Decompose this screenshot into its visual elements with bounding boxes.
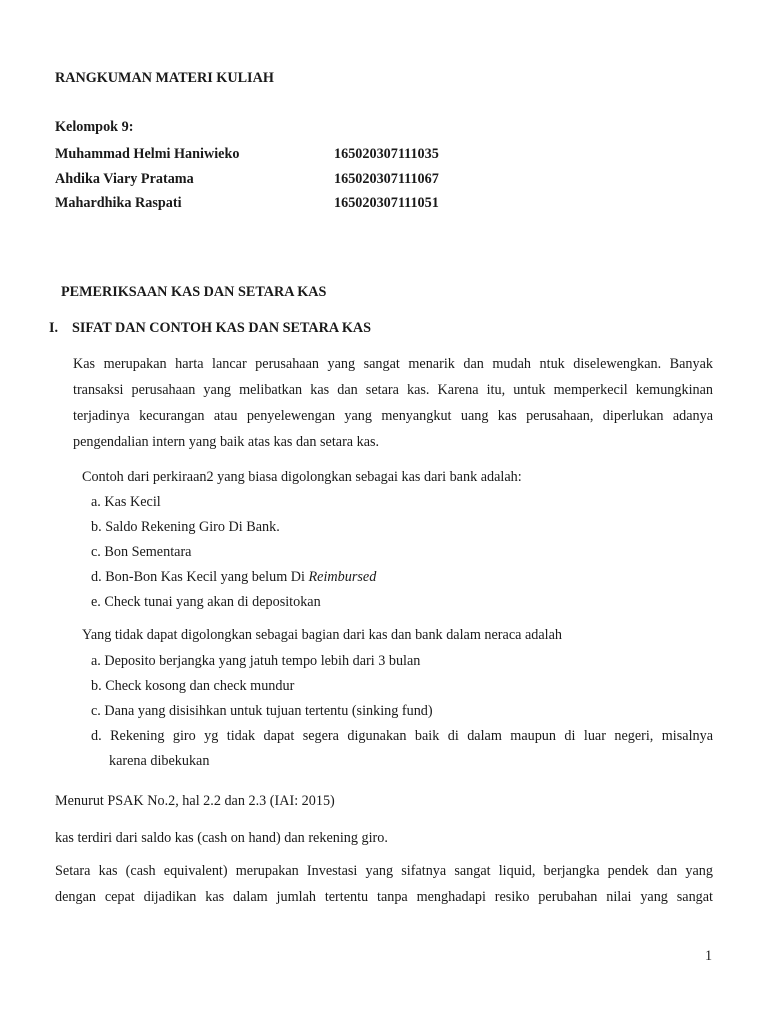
kas-definition: kas terdiri dari saldo kas (cash on hand) dan rekening giro. <box>55 830 388 846</box>
setara-line-2: dengan cepat dijadikan kas dalam jumlah tertentu tanpa menghadapi resiko perubahan nilai yang sangat <box>55 889 713 905</box>
document-title: RANGKUMAN MATERI KULIAH <box>55 70 274 86</box>
setara-line-1: Setara kas (cash equivalent) merupakan Investasi yang sifatnya sangat liquid, berjangka pendek dan yang <box>55 863 713 879</box>
section-title: PEMERIKSAAN KAS DAN SETARA KAS <box>61 284 327 300</box>
list1-item-d <box>91 569 376 586</box>
intro-line-2: transaksi perusahaan yang melibatkan kas dan setara kas. Karena itu, untuk memperkecil kemungkinan <box>73 382 713 398</box>
psak-reference: Menurut PSAK No.2, hal 2.2 dan 2.3 (IAI: 2015) <box>55 793 335 809</box>
subsection-title: SIFAT DAN CONTOH KAS DAN SETARA KAS <box>72 320 372 336</box>
list2-item-b: b. Check kosong dan check mundur <box>91 678 295 694</box>
list1-item-e: e. Check tunai yang akan di depositokan <box>91 594 321 610</box>
member-nim-2: 165020307111067 <box>334 171 439 187</box>
member-nim-3: 165020307111051 <box>334 195 439 211</box>
list2-item-a: a. Deposito berjangka yang jatuh tempo lebih dari 3 bulan <box>91 653 421 669</box>
list1-heading: Contoh dari perkiraan2 yang biasa digolongkan sebagai kas dari bank adalah: <box>82 469 522 485</box>
member-name-3: Mahardhika Raspati <box>55 195 182 211</box>
intro-line-4: pengendalian intern yang baik atas kas dan setara kas. <box>73 434 380 450</box>
list1-item-d-text: d. Bon-Bon Kas Kecil yang belum Di <box>91 569 309 585</box>
list1-item-d-italic: Reimbursed <box>308 569 377 585</box>
group-label: Kelompok 9: <box>55 119 134 135</box>
member-nim-1: 165020307111035 <box>334 146 439 162</box>
intro-line-1: Kas merupakan harta lancar perusahaan yang sangat menarik dan mudah ntuk diselewengkan. Banyak <box>73 356 713 372</box>
list2-item-d: d. Rekening giro yg tidak dapat segera digunakan baik di dalam maupun di luar negeri, misalnya <box>91 728 713 744</box>
list2-heading: Yang tidak dapat digolongkan sebagai bagian dari kas dan bank dalam neraca adalah <box>82 627 562 643</box>
list2-item-d-continued: karena dibekukan <box>109 753 210 769</box>
member-name-1: Muhammad Helmi Haniwieko <box>55 146 240 162</box>
subsection-number: I. <box>49 320 59 336</box>
list1-item-c: c. Bon Sementara <box>91 544 192 560</box>
member-name-2: Ahdika Viary Pratama <box>55 171 194 187</box>
list1-item-a: a. Kas Kecil <box>91 494 161 510</box>
page-number: 1 <box>705 948 713 964</box>
intro-line-3: terjadinya kecurangan atau penyelewengan yang menyangkut uang kas perusahaan, diperlukan adanya <box>73 408 713 424</box>
list1-item-b: b. Saldo Rekening Giro Di Bank. <box>91 519 280 535</box>
list2-item-c: c. Dana yang disisihkan untuk tujuan tertentu (sinking fund) <box>91 703 433 719</box>
